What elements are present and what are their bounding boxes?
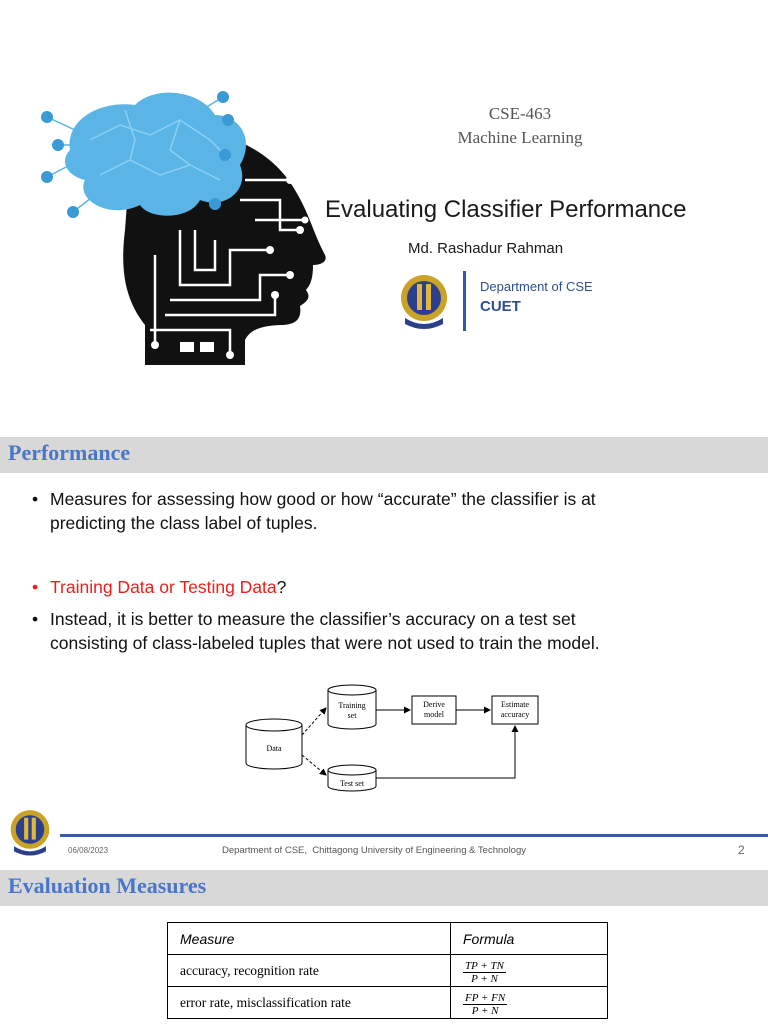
department-divider <box>463 271 466 331</box>
formula-cell <box>451 955 608 987</box>
formula-numerator: FP + FN <box>465 991 506 1004</box>
bullet-text: consisting of class-labeled tuples that were not used to train the model. <box>50 633 600 653</box>
measure-cell: error rate, misclassification rate <box>168 987 451 1019</box>
cuet-logo-icon <box>9 806 51 858</box>
formula-numerator: TP + TN <box>465 959 505 972</box>
department-name: Department of CSE <box>480 279 593 294</box>
formula-fraction <box>463 992 507 1017</box>
slide-heading-evaluation-measures: Evaluation Measures <box>8 873 207 898</box>
bullet-highlight-text: Training Data or Testing Data <box>50 577 277 597</box>
bullet-text: predicting the class label of tuples. <box>50 513 318 533</box>
bullet-text: Measures for assessing how good or how “accurate” the classifier is at <box>50 489 596 509</box>
training-label: Training <box>338 701 366 710</box>
slide-heading-performance: Performance <box>8 440 131 465</box>
estimate-label: accuracy <box>500 710 530 719</box>
measure-cell: accuracy, recognition rate <box>168 955 451 987</box>
bullet-test-set: • Instead, it is better to measure the classifier’s accuracy on a test set consisting of class-labeled tuples that were not used to train the model. <box>32 607 742 655</box>
footer-date: 06/08/2023 <box>68 846 109 855</box>
table-header-row <box>168 923 608 955</box>
footer-department: Department of CSE, Chittagong University of Engineering & Technology <box>222 845 526 856</box>
table-header-cell: Formula <box>451 923 608 955</box>
holdout-method-diagram <box>240 680 550 800</box>
measures-table <box>167 922 608 1019</box>
formula-denominator: P + N <box>471 972 498 985</box>
footer-divider <box>60 834 768 837</box>
derive-label: Derive <box>423 700 445 709</box>
cuet-logo-icon <box>399 272 449 330</box>
estimate-label: Estimate <box>501 700 529 709</box>
page-number: 2 <box>738 843 745 857</box>
bullet-text: ? <box>276 577 287 597</box>
author-name: Md. Rashadur Rahman <box>408 240 564 257</box>
formula-fraction <box>463 960 506 985</box>
ai-head-brain-illustration <box>30 80 330 365</box>
university-name: CUET <box>480 298 521 315</box>
bullet-text: Instead, it is better to measure the classifier’s accuracy on a test set <box>50 609 576 629</box>
course-code: CSE-463 <box>488 104 552 123</box>
course-name: Machine Learning <box>457 128 583 147</box>
table-header-cell: Measure <box>168 923 451 955</box>
formula-cell <box>451 987 608 1019</box>
training-label: set <box>347 711 357 720</box>
bullet-measures: • Measures for assessing how good or how “accurate” the classifier is at predicting the class label of tuples. <box>32 487 742 535</box>
slide-title: Evaluating Classifier Performance <box>325 196 687 223</box>
test-set-label: Test set <box>339 779 365 788</box>
derive-label: model <box>424 710 444 719</box>
bullet-training-testing: • Training Data or Testing Data? <box>32 577 287 597</box>
table-row <box>168 987 608 1019</box>
data-label: Data <box>266 744 282 753</box>
title-slide <box>0 0 768 418</box>
formula-denominator: P + N <box>471 1004 499 1017</box>
table-row <box>168 955 608 987</box>
